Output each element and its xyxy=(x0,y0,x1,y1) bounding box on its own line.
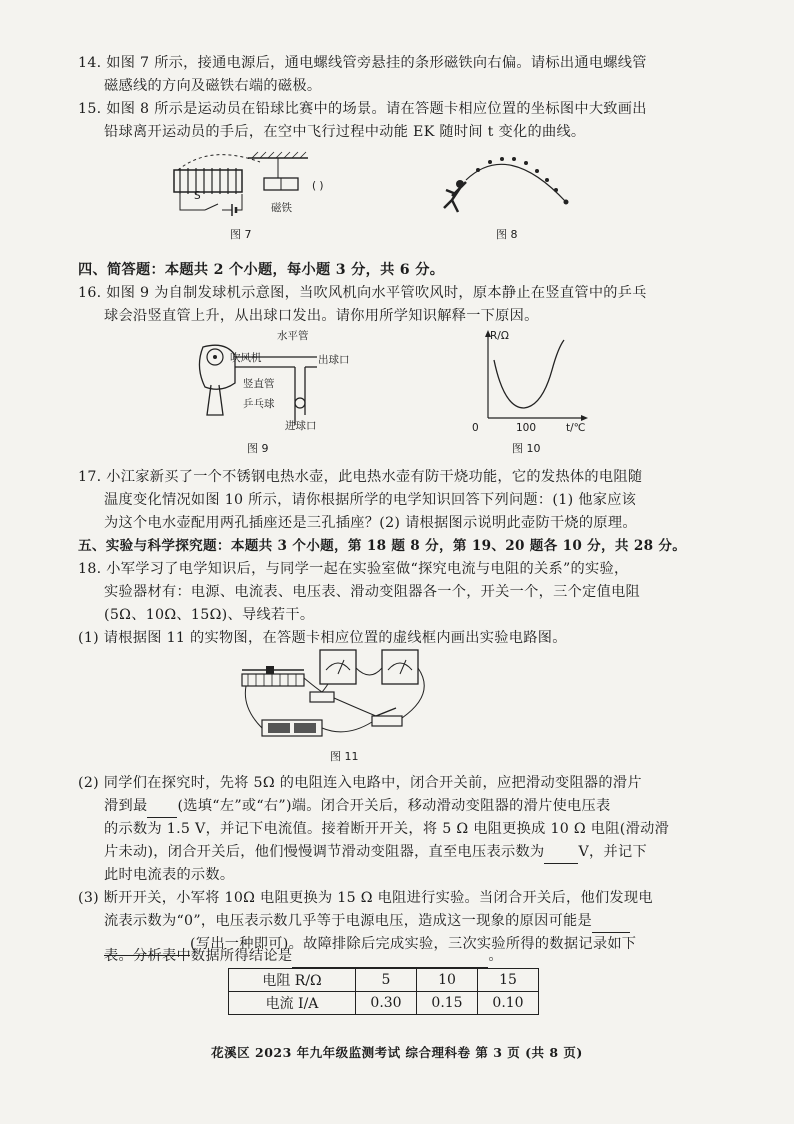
q18-line3: (5Ω、10Ω、15Ω)、导线若干。 xyxy=(104,607,315,623)
q18-sub2-line2 xyxy=(104,795,708,818)
q18-sub2-line2-post: (选填“左”或“右”)端。闭合开关后，移动滑动变阻器的滑片使电压表 xyxy=(177,798,611,814)
fig9-ball-label: 乒乓球 xyxy=(243,398,275,410)
q16-line2: 球会沿竖直管上升，从出球口发出。请你用所学知识解释一下原因。 xyxy=(104,308,539,324)
fig7-switch-label: S xyxy=(194,190,201,202)
fig9-blower-label: 吹风机 xyxy=(230,352,262,364)
q17-line3: 为这个电水壶配用两孔插座还是三孔插座？(2) 请根据图示说明此壶防干烧的原理。 xyxy=(104,515,637,531)
fig9-inlet-label: 进球口 xyxy=(285,420,317,432)
fig10-origin: 0 xyxy=(472,422,479,434)
q18-sub3-line4-text: 表。分析表中数据所得结论是 xyxy=(104,948,293,964)
fig10-xlabel: t/℃ xyxy=(566,422,586,434)
table-cell: 0.30 xyxy=(356,992,417,1015)
figure-10-resistance-graph xyxy=(480,330,590,422)
q16-line1: 16. 如图 9 为自制发球机示意图，当吹风机向水平管吹风时，原本静止在竖直管中的乒乓 xyxy=(78,285,647,301)
q17-line1: 17. 小江家新买了一个不锈钢电热水壶，此电热水壶有防干烧功能，它的发热体的电阻随 xyxy=(78,469,643,485)
table-cell: 0.10 xyxy=(478,992,539,1015)
fig7-pole-blank: ( ) xyxy=(312,180,324,192)
answer-blank-conclusion[interactable] xyxy=(292,951,488,968)
q18-sub1: (1) 请根据图 11 的实物图，在答题卡相应位置的虚线框内画出实验电路图。 xyxy=(78,630,567,646)
q18-sub3-line3-text: (写出一种即可)。故障排除后完成实验，三次实验所得的数据记录如下 xyxy=(190,936,637,952)
q15-line1: 15. 如图 8 所示是运动员在铅球比赛中的场景。请在答题卡相应位置的坐标图中大致画出 xyxy=(78,101,647,117)
q15-line2: 铅球离开运动员的手后，在空中飞行过程中动能 EK 随时间 t 变化的曲线。 xyxy=(104,124,586,140)
fig10-caption: 图 10 xyxy=(512,442,541,455)
figure-11-circuit-apparatus xyxy=(236,648,436,748)
fig7-caption: 图 7 xyxy=(230,228,252,241)
q18-sub2-line5: 此时电流表的示数。 xyxy=(104,867,235,883)
table-row xyxy=(229,992,539,1015)
figure-7-solenoid xyxy=(160,148,370,243)
q18-sub2-line4 xyxy=(104,841,708,864)
q18-sub2-line4-pre: 片未动)，闭合开关后，他们慢慢调节滑动变阻器，直至电压表示数为 xyxy=(104,844,545,860)
q18-sub3-line2 xyxy=(104,910,708,933)
q18-sub2-line4-post: V，并记下 xyxy=(578,844,647,860)
table-cell: 电流 I/A xyxy=(229,992,356,1015)
fig9-vertical-pipe-label: 竖直管 xyxy=(243,378,275,390)
table-cell: 电阻 R/Ω xyxy=(229,969,356,992)
table-cell: 0.15 xyxy=(417,992,478,1015)
q14-line2: 磁感线的方向及磁铁右端的磁极。 xyxy=(104,78,322,94)
q17-line2: 温度变化情况如图 10 所示，请你根据所学的电学知识回答下列问题：(1) 他家应该 xyxy=(104,492,637,508)
q18-sub3-line2-text: 流表示数为“0”，电压表示数几乎等于电源电压，造成这一现象的原因可能是 xyxy=(104,913,593,929)
figure-9-ball-launcher xyxy=(195,335,355,435)
answer-blank-voltage[interactable] xyxy=(544,847,578,864)
fig10-tick-100: 100 xyxy=(516,422,537,434)
fig9-outlet-label: 出球口 xyxy=(318,354,350,366)
answer-blank-slider-end[interactable] xyxy=(147,801,177,818)
fig8-caption: 图 8 xyxy=(496,228,518,241)
q18-sub2-line3: 的示数为 1.5 V，并记下电流值。接着断开开关，将 5 Ω 电阻更换成 10 Ω 电阻(滑动滑 xyxy=(104,821,670,837)
section-4-heading: 四、简答题：本题共 2 个小题，每小题 3 分，共 6 分。 xyxy=(78,262,445,278)
section-5-heading: 五、实验与科学探究题：本题共 3 个小题，第 18 题 8 分，第 19、20 题各 10 分，共 28 分。 xyxy=(78,538,687,554)
answer-blank-fault-part1[interactable] xyxy=(592,916,630,933)
table-cell: 10 xyxy=(417,969,478,992)
q14-line1: 14. 如图 7 所示，接通电源后，通电螺线管旁悬挂的条形磁铁向右偏。请标出通电螺线管 xyxy=(78,55,647,71)
fig9-caption: 图 9 xyxy=(247,442,269,455)
table-cell: 15 xyxy=(478,969,539,992)
q18-sub2-line2-pre: 滑到最 xyxy=(104,798,148,814)
table-row xyxy=(229,969,539,992)
data-table xyxy=(228,968,539,1015)
figure-8-shotput xyxy=(438,150,588,220)
q18-line1: 18. 小军学习了电学知识后，与同学一起在实验室做“探究电流与电阻的关系”的实验， xyxy=(78,561,629,577)
table-cell: 5 xyxy=(356,969,417,992)
fig7-magnet-label: 磁铁 xyxy=(271,202,292,214)
q18-sub3-line1: (3) 断开开关，小军将 10Ω 电阻更换为 15 Ω 电阻进行实验。当闭合开关后，他们发现电 xyxy=(78,890,653,906)
fig10-ylabel: R/Ω xyxy=(490,330,509,342)
q18-sub3-line4: 表。分析表中数据所得结论是 。 xyxy=(104,945,708,968)
fig11-caption: 图 11 xyxy=(330,750,359,763)
q18-line2: 实验器材有：电源、电流表、电压表、滑动变阻器各一个，开关一个，三个定值电阻 xyxy=(104,584,641,600)
q18-sub2-line1: (2) 同学们在探究时，先将 5Ω 的电阻连入电路中，闭合开关前，应把滑动变阻器的滑片 xyxy=(78,775,642,791)
page-footer: 花溪区 2023 年九年级监测考试 综合理科卷 第 3 页 (共 8 页) xyxy=(211,1045,583,1060)
fig9-horizontal-pipe-label: 水平管 xyxy=(277,330,309,342)
